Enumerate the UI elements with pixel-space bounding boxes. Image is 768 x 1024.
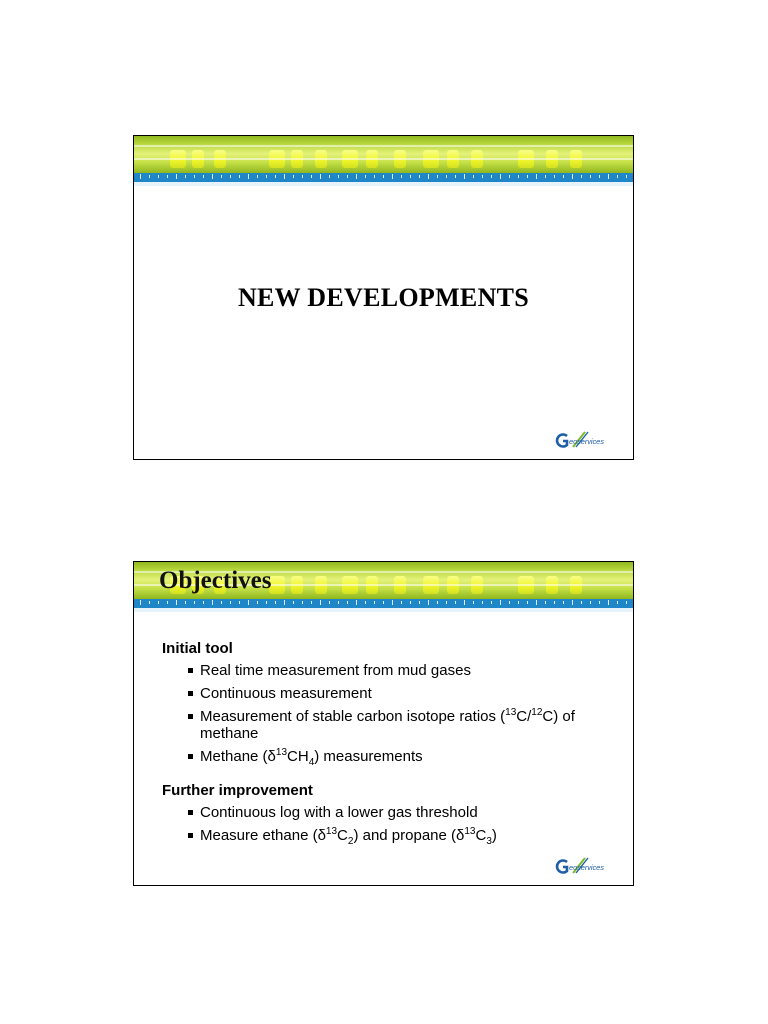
ruler-tick xyxy=(356,174,357,179)
list-item-text: Real time measurement from mud gases xyxy=(200,662,471,679)
ruler-tick xyxy=(563,601,564,604)
ruler-tick xyxy=(149,601,150,604)
ruler-tick xyxy=(581,601,582,604)
ruler-tick xyxy=(410,175,411,178)
ruler-tick xyxy=(248,174,249,179)
slide-content xyxy=(162,639,623,850)
ruler-tick xyxy=(581,175,582,178)
ruler-tick xyxy=(329,175,330,178)
ruler-tick xyxy=(428,600,429,605)
ruler-tick xyxy=(257,601,258,604)
bullet-square-icon xyxy=(188,754,193,759)
banner-green-band xyxy=(134,136,633,173)
ruler-tick xyxy=(203,601,204,604)
ruler-tick xyxy=(401,175,402,178)
bullet-square-icon xyxy=(188,714,193,719)
ruler-tick xyxy=(365,601,366,604)
ruler-tick xyxy=(608,174,609,179)
ruler-tick xyxy=(473,601,474,604)
ruler-tick xyxy=(194,175,195,178)
list-item xyxy=(188,662,623,679)
ruler-tick xyxy=(257,175,258,178)
ruler-tick xyxy=(617,175,618,178)
geoservices-logo-icon xyxy=(555,430,619,450)
ruler-tick xyxy=(383,601,384,604)
ruler-tick xyxy=(518,601,519,604)
ruler-tick xyxy=(284,174,285,179)
ruler-tick xyxy=(545,175,546,178)
bullet-square-icon xyxy=(188,691,193,696)
list-item-text: Continuous measurement xyxy=(200,685,372,702)
list-item xyxy=(188,804,623,821)
ruler-tick xyxy=(239,175,240,178)
ruler-tick xyxy=(212,600,213,605)
ruler-tick xyxy=(626,175,627,178)
slide-title: NEW DEVELOPMENTS xyxy=(237,283,530,312)
ruler-tick xyxy=(221,601,222,604)
ruler-tick xyxy=(500,174,501,179)
ruler-tick xyxy=(401,601,402,604)
ruler-tick xyxy=(446,175,447,178)
ruler-tick xyxy=(599,175,600,178)
bullet-square-icon xyxy=(188,668,193,673)
ruler-tick xyxy=(374,601,375,604)
banner-bottom-strip xyxy=(134,608,633,612)
ruler-tick xyxy=(473,175,474,178)
ruler-tick xyxy=(185,175,186,178)
ruler-tick xyxy=(500,600,501,605)
banner-ruler xyxy=(134,173,633,182)
ruler-tick xyxy=(392,174,393,179)
ruler-tick xyxy=(140,600,141,605)
ruler-tick xyxy=(293,175,294,178)
bullet-square-icon xyxy=(188,810,193,815)
ruler-tick xyxy=(455,175,456,178)
ruler-tick xyxy=(158,601,159,604)
slide-heading: Objectives xyxy=(159,567,272,594)
ruler-tick xyxy=(320,174,321,179)
ruler-tick xyxy=(149,175,150,178)
ruler-tick xyxy=(167,175,168,178)
ruler-tick xyxy=(347,601,348,604)
ruler-tick xyxy=(455,601,456,604)
ruler-tick xyxy=(176,600,177,605)
ruler-tick xyxy=(248,600,249,605)
ruler-tick xyxy=(509,601,510,604)
list-item-text: Continuous log with a lower gas threshold xyxy=(200,804,478,821)
ruler-tick xyxy=(284,600,285,605)
ruler-tick xyxy=(536,600,537,605)
ruler-tick xyxy=(527,175,528,178)
list-item xyxy=(188,826,623,847)
logo-text: eoservices xyxy=(569,863,604,872)
ruler-tick xyxy=(311,601,312,604)
ruler-tick xyxy=(338,175,339,178)
ruler-tick xyxy=(536,174,537,179)
ruler-tick xyxy=(311,175,312,178)
list-item-text: Measure ethane $(\delta^{13}C_2)$ and propane $(\delta^{13}C_3)$ xyxy=(200,826,497,847)
ruler-tick xyxy=(302,601,303,604)
ruler-tick xyxy=(419,601,420,604)
ruler-tick xyxy=(365,175,366,178)
ruler-tick xyxy=(491,601,492,604)
slide-banner xyxy=(134,136,633,186)
ruler-tick xyxy=(176,174,177,179)
banner-stripe xyxy=(134,145,633,147)
ruler-tick xyxy=(275,175,276,178)
ruler-tick xyxy=(437,601,438,604)
ruler-tick xyxy=(437,175,438,178)
ruler-tick xyxy=(374,175,375,178)
ruler-tick xyxy=(302,175,303,178)
slide-new-developments xyxy=(133,135,634,460)
ruler-tick xyxy=(554,601,555,604)
list-item-text: Methane $(\delta^{13}CH_4)$ measurements xyxy=(200,747,423,768)
list-item xyxy=(188,708,623,742)
banner-bottom-strip xyxy=(134,182,633,186)
ruler-tick xyxy=(392,600,393,605)
ruler-tick xyxy=(383,175,384,178)
ruler-tick xyxy=(626,601,627,604)
ruler-tick xyxy=(194,601,195,604)
ruler-tick xyxy=(482,601,483,604)
ruler-tick xyxy=(140,174,141,179)
bullet-square-icon xyxy=(188,833,193,838)
ruler-tick xyxy=(608,600,609,605)
ruler-tick xyxy=(293,601,294,604)
ruler-tick xyxy=(509,175,510,178)
ruler-tick xyxy=(338,601,339,604)
ruler-tick xyxy=(527,601,528,604)
ruler-tick xyxy=(419,175,420,178)
ruler-tick xyxy=(203,175,204,178)
list-item-text: Measurement of stable carbon isotope ratios ($^{13}$C/$^{12}$C) of methane xyxy=(200,707,575,742)
ruler-tick xyxy=(212,174,213,179)
ruler-tick xyxy=(320,600,321,605)
ruler-tick xyxy=(347,175,348,178)
list-item xyxy=(188,685,623,702)
ruler-tick xyxy=(554,175,555,178)
section-heading-initial-tool: Initial tool xyxy=(162,640,233,657)
ruler-tick xyxy=(356,600,357,605)
ruler-tick xyxy=(221,175,222,178)
bullet-list-further-improvement xyxy=(162,804,623,847)
logo-text: eoservices xyxy=(569,437,604,446)
ruler-tick xyxy=(590,175,591,178)
ruler-tick xyxy=(599,601,600,604)
ruler-tick xyxy=(167,601,168,604)
ruler-tick xyxy=(266,175,267,178)
section-heading-further-improvement: Further improvement xyxy=(162,782,313,799)
bullet-list-initial-tool xyxy=(162,662,623,768)
ruler-tick xyxy=(230,601,231,604)
ruler-tick xyxy=(590,601,591,604)
banner-ruler xyxy=(134,599,633,608)
ruler-tick xyxy=(428,174,429,179)
ruler-tick xyxy=(518,175,519,178)
ruler-tick xyxy=(572,600,573,605)
slide-objectives xyxy=(133,561,634,886)
ruler-tick xyxy=(185,601,186,604)
ruler-tick xyxy=(266,601,267,604)
ruler-tick xyxy=(563,175,564,178)
ruler-tick xyxy=(158,175,159,178)
banner-stripe xyxy=(134,158,633,160)
ruler-tick xyxy=(410,601,411,604)
ruler-tick xyxy=(239,601,240,604)
ruler-tick xyxy=(464,174,465,179)
geoservices-logo-icon xyxy=(555,856,619,876)
ruler-tick xyxy=(275,601,276,604)
ruler-tick xyxy=(329,601,330,604)
ruler-tick xyxy=(617,601,618,604)
list-item xyxy=(188,747,623,768)
ruler-tick xyxy=(446,601,447,604)
ruler-tick xyxy=(230,175,231,178)
ruler-tick xyxy=(482,175,483,178)
ruler-tick xyxy=(545,601,546,604)
ruler-tick xyxy=(572,174,573,179)
ruler-tick xyxy=(464,600,465,605)
ruler-tick xyxy=(491,175,492,178)
